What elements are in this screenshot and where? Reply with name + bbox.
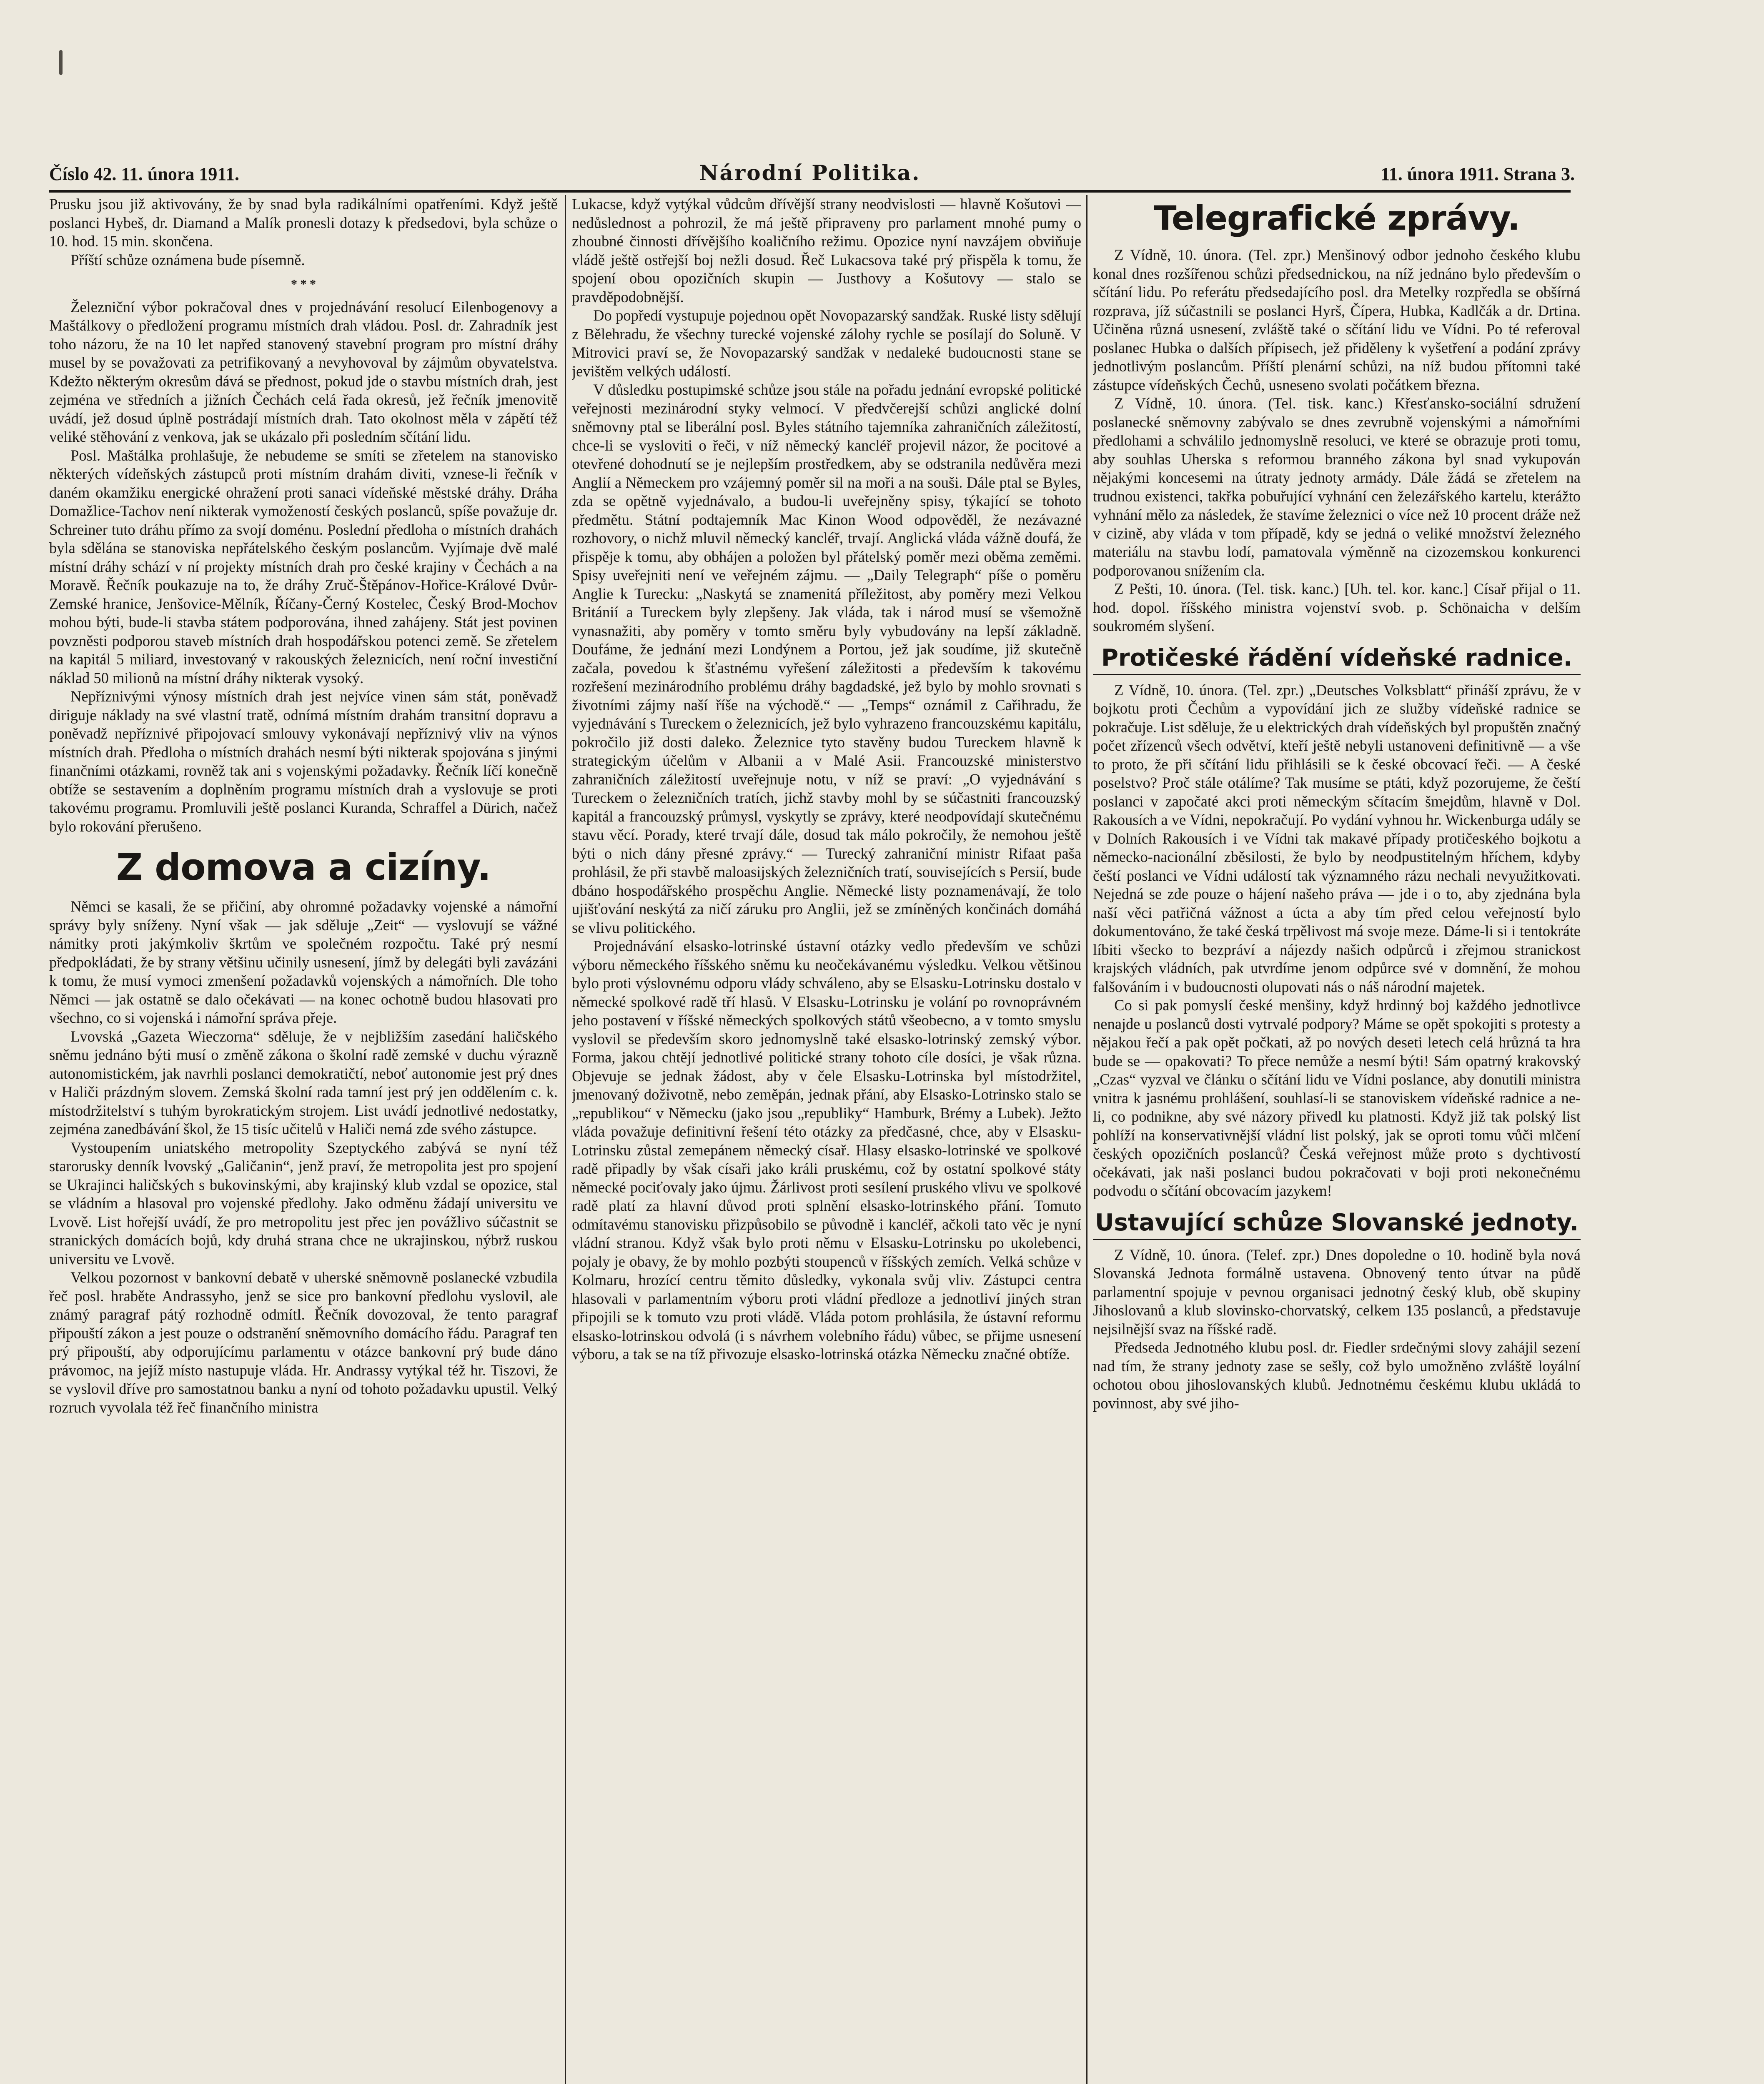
article-title: Protičeské řádění vídeňské radnice.	[1093, 645, 1581, 675]
header-rule	[49, 190, 1571, 193]
paragraph: Lukacse, když vytýkal vůdcům dřívější strany neodvislosti — hlavně Košutovi — nedůslednost a pohrozil, že má ještě připraveny pro parlament mnohé pumy o zhoubné činnosti dřívějšího koaličního režimu. Opozice nyní navzájem obviňuje vládě ještě ostřejší boj nežli dosud. Řeč Lukacsova také prý přispěla k tomu, že spojení obou opozičních skupin — Justhovy a Košutovy — stalo se pravděpodobnější.	[572, 195, 1081, 306]
column-divider	[565, 195, 566, 2084]
paragraph: Z Vídně, 10. února. (Tel. tisk. kanc.) Křesťansko-sociální sdružení poslanecké sněmovny zabývalo se dnes zevrubně vojenskými a námořními předlohami a schválilo jednomyslně resoluci, ve které se obrazuje proti tomu, aby souhlas Uherska s reformou branného zákona byl snad vykupován nějakými koncesemi na útraty jednoty armády. Dále žádá se zřetelem na trudnou existenci, takřka pobuřující vyhnání cen železářského kartelu, kterážto vyhnání mělo za následek, že stavíme železnici o více než 10 procent dráže než v cizině, aby vláda v tom případě, kdy se jedná o veliké množství železného materiálu na stavbu lodí, pamatovala výměnně na cizozemskou konkurenci podporovanou snížením cla.	[1093, 395, 1581, 579]
paragraph: Z Vídně, 10. února. (Telef. zpr.) Dnes dopoledne o 10. hodině byla nová Slovanská Jednota formálně ustavena. Obnovený tento útvar na půdě parlamentní spojuje v pevnou organisaci jednotný český klub, obě skupiny Jihoslovanů a klub slovinsko-chorvatský, celkem 135 poslanců, a představuje nejsilnější svaz na říšské radě.	[1093, 1246, 1581, 1338]
paragraph: Nepříznivými výnosy místních drah jest nejvíce vinen sám stát, poněvadž diriguje náklady na své vlastní tratě, odnímá místním drahám transitní dopravu a poněvadž nepříznivé připojovací smlouvy vykonávají nepříznivý vliv na výnos místních drah. Předloha o místních drahách nesmí býti nikterak spojována s jinými finančními otázkami, rovněž tak ani s vojenskými požadavky. Řečník líčí konečně obtíže se sestavením a doplněním programu místních drah a vyslovuje se proti takovému programu. Promluvili ještě poslanci Kuranda, Schraffel a Dürich, načež bylo rokování přerušeno.	[49, 688, 558, 835]
ink-smudge	[59, 50, 63, 75]
paragraph: Z Vídně, 10. února. (Tel. zpr.) Menšinový odbor jednoho českého klubu konal dnes rozšířenou schůzi předsednickou, na níž jednáno bylo především o sčítání lidu. Po referátu předsedajícího posl. dra Metelky rozpředla se obšírná rozprava, jíž súčastnili se poslanci Hyrš, Čípera, Hubka, Kadlčák a dr. Drtina. Učiněna různá usnesení, zvláště také o sčítání lidu ve Vídni. Po té referoval poslanec Hubka o dalších přípisech, jež přiděleny k vyšetření a podání zprávy jednotlivým poslancům. Příští plenární schůzi, na níž budou přítomni také zástupce vídeňských Čechů, usneseno svolati počátkem března.	[1093, 246, 1581, 393]
paragraph: Předseda Jednotného klubu posl. dr. Fiedler srdečnými slovy zahájil sezení nad tím, že strany jednoty zase se sešly, což bylo umožněno zvláště loyální ochotou obou jihoslovanských klubů. Jednotnému českému klubu ukládá to povinnost, aby své jiho-	[1093, 1339, 1581, 1412]
section-title: Z domova a cizíny.	[116, 846, 491, 889]
paragraph: Prusku jsou již aktivovány, že by snad byla radikálními opatřeními. Když ještě poslanci Hybeš, dr. Diamand a Malík pronesli dotazy k předsedovi, byla schůze o 10. hod. 15 min. skončena.	[49, 195, 558, 250]
column-1	[49, 195, 558, 2084]
paragraph: Železniční výbor pokračoval dnes v projednávání resolucí Eilenbogenovy a Maštálkovy o předložení programu místních drah vládou. Posl. dr. Zahradník jest toho názoru, že na 10 let napřed stanovený stavební program pro místní dráhy musel by se považovati za petrifikovaný a nevyhovoval by zájmům obyvatelstva. Kdežto některým okresům dává se přednost, pokud jde o stavbu místních drah, jest zejména ve středních a jižních Čechách celá řada okresů, jež řečník jmenovitě uvádí, jež dosud úplně postrádají místních drah. Tato okolnost měla v zápětí též veliké stěhování z venkova, jak se ukázalo při posledním sčítání lidu.	[49, 298, 558, 445]
page-header	[49, 160, 1575, 190]
paragraph: Vystoupením uniatského metropolity Szeptyckého zabývá se nyní též starorusky denník lvovský „Galičanin“, jenž praví, že metropolita jest pro spojení se Ukrajinci haličských s bukovinskými, aby krajinský klub vzdal se opozice, stal se vládním a hlasoval pro vojenské předlohy. Jako odměnu žádají universitu ve Lvově. List hořejší uvádí, že pro metropolitu jest přec jen povážlivo súčastnit se stranických domácích bojů, kdy druhá strana chce ne ukrajinskou, nýbrž ruskou universitu ve Lvově.	[49, 1139, 558, 1267]
column-divider	[1086, 195, 1087, 2084]
section-title: Telegrafické zprávy.	[1153, 199, 1520, 238]
paragraph: Velkou pozornost v bankovní debatě v uherské sněmovně poslanecké vzbudila řeč posl. hraběte Andrassyho, jenž se sice pro bankovní předlohu vyslovil, ale známý paragraf pátý rozhodně odmítl. Řečník dovozoval, že tento paragraf připouští zákon a jest pouze o odstranění sněmovního domácího řádu. Paragraf ten prý připouští, aby odporujícímu parlamentu v otázce bankovní prý bude dáno právomoc, na jejíž místo nastupuje vláda. Hr. Andrassy vytýkal též hr. Tiszovi, že se vyslovil dříve pro samostatnou banku a nyní od tohoto požadavku upustil. Velký rozruch vyvolala též řeč finančního ministra	[49, 1269, 558, 1416]
paragraph: Z Vídně, 10. února. (Tel. zpr.) „Deutsches Volksblatt“ přináší zprávu, že v bojkotu proti Čechům a vypovídání jich ze služby vídeňské radnice se pokračuje. List sděluje, že u elektrických drah vídeňských byl propuštěn značný počet zřízenců všech odvětví, kteří ještě nebyli ustanoveni definitivně — a vše to proto, že při sčítání lidu přihlásili se k české obcovací řeči. — A české poselstvo? Proč stále otálíme? Tak musíme se ptáti, když pozorujeme, že čeští poslanci v započaté akci proti německým sčítacím šmejdům, hlavně v Dol. Rakousích a ve Vídni, nepokračují. Po vydání vyhnou hr. Wickenburga udály se v Dolních Rakousích i ve Vídni tak makavé případy protičeského bojkotu a německo-nacionální zběsilosti, že bylo by neodpustitelným hříchem, kdyby čeští poslanci ve Vídni událostí tak významného rázu nechali nevyužitkovati. Nejedná se zde pouze o hájení našeho práva — jde i o to, aby zjednána byla naší věci patřičná vážnost a úcta a aby tím před celou veřejností bylo dokumentováno, že také česká trpělivost má svoje meze. Dáme-li si i tentokráte líbiti všecko to bezpráví a nájezdy našich odpůrců i zřejmou stranickost krajských vládních, pak utvrdíme jenom odpůrce své v domnění, že mohou falšováním i v budoucnosti olupovati nás o náš národní majetek.	[1093, 681, 1581, 995]
paragraph: Do popředí vystupuje pojednou opět Novopazarský sandžak. Ruské listy sdělují z Bělehradu, že všechny turecké vojenské zálohy rychle se posílají do Soluně. V Mitrovici praví se, že Novopazarský sandžak v nedaleké budoucnosti stane se jevištěm velkých událostí.	[572, 307, 1081, 380]
separator: * * *	[291, 277, 316, 291]
paragraph: Co si pak pomyslí české menšiny, když hrdinný boj každého jednotlivce nenajde u poslanců dosti vytrvalé podpory? Máme se opět spokojiti s protesty a nějakou řečí a pak opět počkati, až po nových deseti letech celá hrůzná ta hra bude se — opakovati? To přece nemůže a nesmí býti! Sám opatrný krakovský „Czas“ vyzval ve článku o sčítání lidu ve Vídni poslance, aby donutili ministra vnitra k jasnému prohlášení, souhlasí-li se stanoviskem vídeňské radnice a ne-li, co podnikne, aby své názory přivedl ku platnosti. Když již tak polský list pohlíží na konservativnější vládní list polský, jak se oproti tomu vůči mlčení českých opozičních poslanců? Česká veřejnost může proto s dychtivostí očekávati, jak naši poslanci budou pokračovati v boji proti nekonečnému podvodu o sčítání obcovacím jazykem!	[1093, 997, 1581, 1199]
paragraph: Příští schůze oznámena bude písemně.	[70, 251, 305, 268]
paragraph: Projednávání elsasko-lotrinské ústavní otázky vedlo především ve schůzi výboru německého říšského sněmu ku neočekávanému výsledku. Velkou většinou bylo proti výslovnému odporu vlády schváleno, aby se Elsasku-Lotrinsku dostalo v německé spolkové radě tří hlasů. V Elsasku-Lotrinsku je volání po rovnoprávném jeho postavení v říšské německých spolkových států všeobecno, a v tomto smyslu vyslovil se především skoro jednomyslně také elsasko-lotrinský zemský výbor. Forma, jakou chtějí jednotlivé politické strany tohoto cíle dosíci, je však různa. Objevuje se jednak žádost, aby v čele Elsasku-Lotrinska byl místodržitel, jmenovaný doživotně, nebo zeměpán, jednak přání, aby Elsasko-Lotrinsko stalo se „republikou“ v Německu (jako jsou „republiky“ Hamburk, Brémy a Lubek). Ježto vláda považuje definitivní řešení této otázky za předčasné, chce, aby v Elsasku-Lotrinsku zůstal zemepánem německý císař. Hlasy elsasko-lotrinské ve spolkové radě připadly by však císaři jako králi pruskému, což by ostatní spolkové státy německé pociťovaly jako újmu. Žárlivost proti sesílení pruského vlivu ve spolkové radě platí za hlavní důvod proti splnění elsasko-lotrinského přání. Tomuto odmítavému stanovisku přizpůsobilo se původně i kancléř, ačkoli tato věc je nyní vládní stranou. Když však bylo proti němu v Elsasku-Lotrinsku po ukolebenci, pojaly je obavy, že by mohlo pozbýti stoupenců v říšských zemích. Velká schůze v Kolmaru, hrozící centru těmito důsledky, vykonala svůj vliv. Zástupci centra hlasovali v parlamentním výboru proti vládní předloze a jednotliví jiných stran připojili se k tomuto vzu proti vládě. Vláda potom prohlásila, že ústavní reformu elsasko-lotrinskou odvolá (i s návrhem volebního řádu) vůbec, se přijme usnesení výboru, a tak se na tíž přivozuje elsasko-lotrinská otázka Německu značné obtíže.	[572, 937, 1081, 1363]
paragraph: Posl. Maštálka prohlašuje, že nebudeme se smíti se zřetelem na stanovisko některých vídeňských zástupců proti místním drahám diviti, vznese-li řečník v daném okamžiku energické ohražení proti sanaci vídeňské městské dráhy. Dráha Domažlice-Tachov není nikterak vymožeností českých poslanců, spíše považuje dr. Schreiner tuto dráhu přímo za svojí doménu. Poslední předloha o místních drahách byla sdělána se stanoviska nepřátelského českým poslancům. Vyjímaje dvě malé místní dráhy schází v ní projekty místních drah pro české krajiny v Čechách a na Moravě. Řečník poukazuje na to, že dráhy Zruč-Štěpánov-Hořice-Králové Dvůr-Zemské hranice, Jenšovice-Mělník, Říčany-Černý Kostelec, Český Brod-Mochov mohou býti, bude-li stavba státem podporována, ihned zahájeny. Stát jest povinen povzněsti podporou staveb místních drah hospodářskou potenci země. Se zřetelem na kapitál 5 miliard, investovaný v rakouských železnicích, není roční investiční náklad 50 milionů na místní dráhy nikterak vysoký.	[49, 446, 558, 686]
paragraph: V důsledku postupimské schůze jsou stále na pořadu jednání evropské politické veřejnosti mezinárodní styky velmocí. V předvčerejší schůzi anglické dolní sněmovny ptal se liberální posl. Byles státního tajemníka zahraničních záležitostí, chce-li se vysloviti o řeči, v níž německý kancléř projevil názor, že pocitové a otevřené dohodnutí se je nejlepším prostředkem, aby se odstranila nedůvěra mezi Anglií a Německem pro vzájemný poměr sil na moři a na souši. Dále ptal se Byles, zda se opětně vyjednávalo, a budou-li uveřejněny spisy, týkající se tohoto předmětu. Státní podtajemník Mac Kinon Wood odpověděl, že nezávazné rozhovory, o nichž mluvil německý kancléř, trvají. Anglická vláda vážně doufá, že přispěje k tomu, aby obhájen a položen byl přátelský poměr mezi oběma zeměmi. Spisy uveřejniti není ve veřejném zájmu. — „Daily Telegraph“ píše o poměru Anglie k Turecku: „Naskytá se znamenitá příležitost, aby poměry mezi Velkou Británií a Tureckem byly zlepšeny. Jak vláda, tak i národ musí se všemožně vynasnažiti, aby poměry v tomto směru byly vybudovány na lepší základně. Doufáme, že jednání mezi Londýnem a Portou, jež jak soudíme, již skutečně začala, povedou k šťastnému vyřešení záležitosti a především k takovému rozřešení mezinárodního problému dráhy bagdadské, jež bylo by mohlo srovnati s životními zájmy naší říše na východě.“ — „Temps“ oznámil z Cařihradu, že vyjednávání s Tureckem o železnicích, jež bylo vyhrazeno francouzskému kapitálu, pokročilo již dosti daleko. Železnice tyto stavěny budou Tureckem hlavně k strategickým účelům v Albanii a v Malé Asii. Francouzské ministerstvo zahraničních záležitostí uveřejnuje notu, v níž se praví: „O vyjednávání s Tureckem o železničních tratích, jichž stavby mohl by se súčastniti francouzský kapitál a francouzský průmysl, vyskytly se zprávy, které neodpovídají skutečnému stavu věcí. Porady, které trvají dále, dosud tak málo pokročily, že nemohou ještě býti o nich dány přesné zprávy.“ — Turecký zahraniční ministr Rifaat paša prohlásil, že při stavbě maloasijských železničních tratí, souvisejících s Persií, bude dbáno hospodářského prospěchu Anglie. Německé listy poznamenávají, že tolo ujišťování neskýtá za ničí záruku pro Anglii, jež se zmíněných končinách domáhá se vlivu politického.	[572, 381, 1081, 936]
paragraph: Lvovská „Gazeta Wieczorna“ sděluje, že v nejbližším zasedání haličského sněmu jednáno býti musí o změně zákona o školní radě zemské v duchu výrazně autonomistickém, jak navrhli poslanci demokratičtí, neboť autonomie jest prý dnes v Haliči prázdným slovem. Zemská školní rada tamní jest prý jen oddělením c. k. místodržitelství s tuhým byrokratickým strojem. List uvádí jednotlivé nedostatky, zejména zanedbávání škol, že 15 tisíc učitelů v Haliči nemá zde svého zástupce.	[49, 1027, 558, 1137]
column-2	[572, 195, 1081, 2084]
paragraph: Němci se kasali, že se přičiní, aby ohromné požadavky vojenské a námořní správy byly sníženy. Nyní však — jak sděluje „Zeit“ — vyslovují se vážné námitky proti jakýmkoliv škrtům ve společném rozpočtu. Také prý nesmí předpokládati, že by strany většinu učinily usnesení, jímž by delegáti byli zavázáni k tomu, že musí vymoci zmenšení požadavků vojenských a námořních. Dle toho Němci — jak ostatně se dalo očekávati — na konec ochotně budou hlasovati pro všechno, co si vojenská i námořní správa přeje.	[49, 898, 558, 1026]
issue-info: Číslo 42. 11. února 1911.	[49, 164, 239, 184]
column-3	[1093, 195, 1581, 2084]
page-info: 11. února 1911. Strana 3.	[1381, 164, 1575, 184]
article-title: Ustavující schůze Slovanské jednoty.	[1093, 1210, 1581, 1240]
masthead: Národní Politika.	[699, 160, 921, 185]
paragraph: Z Pešti, 10. února. (Tel. tisk. kanc.) [Uh. tel. kor. kanc.] Císař přijal o 11. hod. dopol. říšského ministra vojenství svob. p. Schönaicha v delším soukromém slyšení.	[1093, 580, 1581, 634]
